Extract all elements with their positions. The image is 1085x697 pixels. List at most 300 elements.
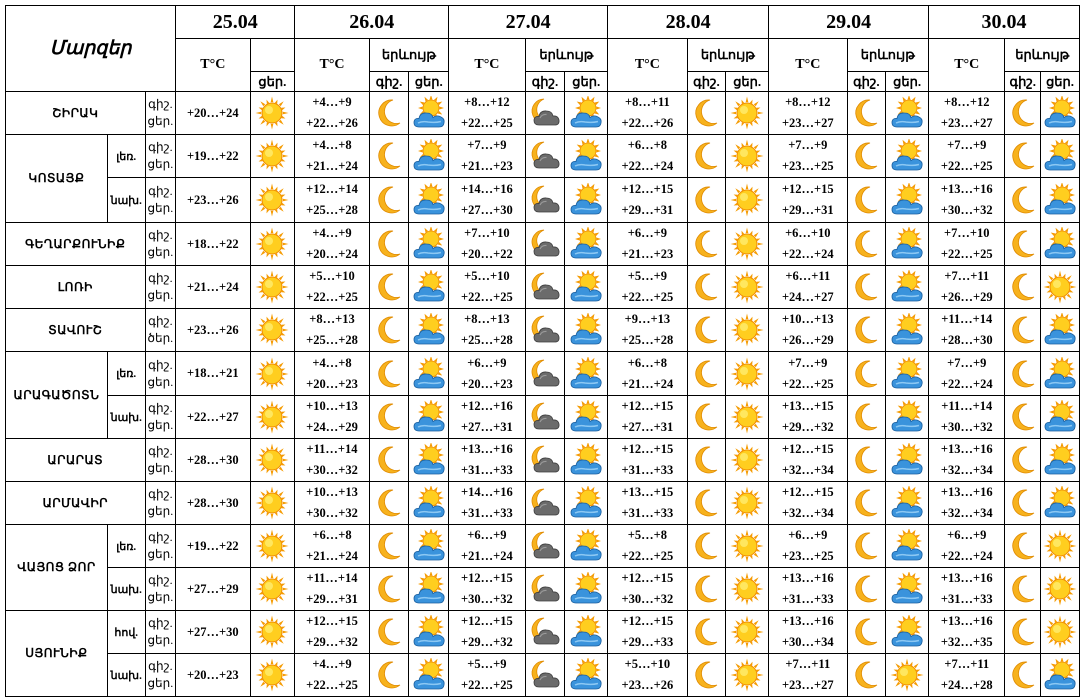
moon-icon [372, 313, 406, 347]
moon-icon [689, 443, 723, 477]
temp-night: +10…+13 [306, 399, 358, 413]
temp-night: +12…+15 [621, 614, 674, 628]
temp-range [295, 611, 369, 654]
night-weather [369, 266, 409, 309]
moon-icon [849, 227, 883, 261]
temp-night: +7…+9 [467, 138, 507, 152]
night-weather [1005, 482, 1041, 525]
day-weather [886, 525, 929, 568]
temp-range [449, 611, 525, 654]
night-header: գիշ. [369, 72, 409, 92]
moon-icon [1006, 313, 1040, 347]
temp-day: +20…+23 [461, 376, 513, 391]
table-row [6, 178, 1080, 223]
night-weather [847, 135, 886, 178]
night-weather [847, 611, 886, 654]
night-weather [369, 309, 409, 352]
zone-label: հով. [107, 611, 145, 654]
day-weather [409, 654, 449, 697]
night-weather [369, 396, 409, 439]
weather-cell [250, 178, 295, 223]
day-weather [409, 396, 449, 439]
table-row [6, 135, 1080, 178]
moon-icon [689, 615, 723, 649]
sun-icon [730, 139, 764, 173]
temp-day: +23…+27 [781, 116, 834, 130]
zone-label: լեռ. [107, 135, 145, 178]
temp-night: +11…+14 [306, 442, 358, 456]
temp-day: +27…+30 [176, 611, 250, 654]
moon-icon [372, 529, 406, 563]
night-header: գիշ. [1005, 72, 1041, 92]
day-weather [886, 178, 929, 223]
day-weather [726, 439, 769, 482]
day-abbr: ծեր. [147, 331, 174, 345]
night-weather [1005, 439, 1041, 482]
sun-icon [255, 270, 289, 304]
time-of-day [145, 525, 176, 568]
partly-cloudy-icon [412, 486, 446, 520]
region-name: ԼՈՌԻ [6, 266, 146, 309]
moon-icon [689, 139, 723, 173]
moon-cloud-icon [528, 400, 562, 434]
temp-day: +22…+25 [940, 159, 993, 173]
temp-day: +29…+33 [621, 635, 674, 649]
temp-range [929, 178, 1005, 223]
blank-header [250, 39, 295, 72]
temp-day: +19…+22 [176, 525, 250, 568]
partly-cloudy-icon [412, 529, 446, 563]
night-abbr: գիշ. [148, 97, 173, 111]
temp-day: +31…+33 [621, 506, 674, 520]
temp-range [769, 92, 847, 135]
night-weather [369, 525, 409, 568]
weather-cell [250, 611, 295, 654]
night-weather [525, 309, 565, 352]
moon-icon [372, 443, 406, 477]
night-weather [525, 266, 565, 309]
sun-icon [255, 400, 289, 434]
temp-range [769, 654, 847, 697]
night-weather [687, 568, 726, 611]
partly-cloudy-icon [569, 572, 603, 606]
sun-icon [1043, 529, 1077, 563]
night-weather [847, 352, 886, 396]
moon-icon [689, 96, 723, 130]
partly-cloudy-icon [569, 227, 603, 261]
temp-night: +7…+11 [944, 269, 990, 283]
region-name: ՇԻՐԱԿ [6, 92, 146, 135]
temp-night: +4…+8 [312, 138, 352, 152]
night-weather [1005, 135, 1041, 178]
night-weather [847, 178, 886, 223]
partly-cloudy-icon [890, 270, 924, 304]
temp-day: +30…+32 [940, 203, 993, 217]
zone-label: լեռ. [107, 525, 145, 568]
temp-day: +24…+29 [306, 420, 358, 434]
sun-icon [890, 658, 924, 692]
night-weather [687, 525, 726, 568]
temp-day: +31…+33 [461, 506, 513, 520]
moon-cloud-icon [528, 443, 562, 477]
moon-icon [1006, 443, 1040, 477]
temp-day: +29…+32 [781, 420, 834, 434]
phenomenon-header: երևույթ [687, 39, 769, 72]
temp-range [929, 92, 1005, 135]
moon-icon [689, 400, 723, 434]
moon-icon [849, 183, 883, 217]
day-weather [409, 568, 449, 611]
day-weather [726, 135, 769, 178]
weather-cell [250, 525, 295, 568]
temp-range [449, 309, 525, 352]
partly-cloudy-icon [890, 227, 924, 261]
temp-day: +23…+26 [176, 309, 250, 352]
night-weather [687, 439, 726, 482]
day-abbr: ցեր. [147, 201, 174, 215]
table-row [6, 396, 1080, 439]
night-weather [1005, 568, 1041, 611]
temp-day: +31…+33 [940, 592, 993, 606]
temp-day: +23…+27 [940, 116, 993, 130]
weather-cell [250, 482, 295, 525]
night-weather [847, 525, 886, 568]
day-weather [726, 611, 769, 654]
forecast-table [5, 5, 1080, 697]
sun-icon [255, 96, 289, 130]
partly-cloudy-icon [412, 572, 446, 606]
night-abbr: գիշ. [148, 140, 173, 154]
table-row [6, 92, 1080, 135]
temp-range [608, 352, 687, 396]
temp-night: +5…+10 [309, 269, 355, 283]
temp-range [929, 568, 1005, 611]
region-name: ՏԱՎՈՒՇ [6, 309, 146, 352]
temp-day: +27…+31 [461, 420, 513, 434]
temp-range [608, 92, 687, 135]
day-weather [1041, 568, 1080, 611]
zone-label: նախ. [107, 396, 145, 439]
temp-night: +10…+13 [781, 312, 834, 326]
temp-range [608, 439, 687, 482]
time-of-day [145, 611, 176, 654]
night-weather [687, 352, 726, 396]
temp-range [929, 266, 1005, 309]
table-row [6, 223, 1080, 266]
moon-icon [372, 96, 406, 130]
night-weather [1005, 352, 1041, 396]
night-weather [687, 92, 726, 135]
day-weather [886, 568, 929, 611]
day-weather [565, 309, 608, 352]
temp-range [295, 178, 369, 223]
night-weather [687, 223, 726, 266]
time-of-day [145, 654, 176, 697]
night-weather [369, 482, 409, 525]
temp-night: +12…+15 [621, 442, 674, 456]
partly-cloudy-icon [569, 443, 603, 477]
temp-day: +21…+24 [621, 376, 674, 391]
night-weather [1005, 525, 1041, 568]
night-abbr: գիշ. [148, 616, 173, 630]
partly-cloudy-icon [569, 529, 603, 563]
temp-range [608, 309, 687, 352]
moon-icon [1006, 357, 1040, 391]
partly-cloudy-icon [1043, 658, 1077, 692]
sun-icon [730, 313, 764, 347]
temp-range [449, 525, 525, 568]
temp-range [449, 135, 525, 178]
time-of-day [145, 439, 176, 482]
day-header: ցեր. [886, 72, 929, 92]
temp-range [449, 482, 525, 525]
temp-night: +12…+15 [461, 571, 513, 585]
temp-day: +22…+25 [461, 678, 513, 692]
temp-range [295, 525, 369, 568]
sun-icon [255, 529, 289, 563]
temp-night: +4…+9 [312, 226, 352, 240]
temp-range [449, 178, 525, 223]
partly-cloudy-icon [890, 313, 924, 347]
day-weather [886, 266, 929, 309]
temp-night: +7…+11 [944, 657, 990, 671]
sun-icon [255, 183, 289, 217]
temp-range [449, 654, 525, 697]
day-abbr: ցեր. [147, 633, 174, 647]
night-weather [525, 223, 565, 266]
temp-day: +21…+23 [461, 159, 513, 173]
temp-day: +22…+25 [940, 247, 993, 261]
partly-cloudy-icon [890, 486, 924, 520]
night-abbr: գիշ. [148, 487, 173, 501]
weather-cell [250, 396, 295, 439]
temp-day: +28…+30 [176, 439, 250, 482]
region-name: ԱՐԱԳԱԾՈՏՆ [6, 352, 108, 439]
time-of-day [145, 92, 176, 135]
temp-night: +14…+16 [461, 182, 513, 196]
night-weather [1005, 92, 1041, 135]
partly-cloudy-icon [569, 139, 603, 173]
temp-day: +23…+27 [781, 678, 834, 692]
temp-day: +22…+25 [621, 290, 674, 304]
table-row [6, 266, 1080, 309]
temp-day: +27…+30 [461, 203, 513, 217]
temp-day: +32…+35 [940, 635, 993, 649]
partly-cloudy-icon [1043, 139, 1077, 173]
temp-day: +23…+25 [781, 159, 834, 173]
moon-icon [372, 572, 406, 606]
night-weather [847, 92, 886, 135]
night-abbr: գիշ. [148, 444, 173, 458]
moon-cloud-icon [528, 139, 562, 173]
temp-day: +30…+32 [306, 506, 358, 520]
moon-icon [849, 139, 883, 173]
temp-night: +12…+15 [461, 614, 513, 628]
temp-range [769, 135, 847, 178]
time-of-day [145, 223, 176, 266]
night-weather [687, 654, 726, 697]
temp-range [295, 309, 369, 352]
temp-day: +22…+25 [781, 376, 834, 391]
temp-day: +26…+29 [940, 290, 993, 304]
day-weather [886, 135, 929, 178]
temp-night: +6…+8 [627, 138, 667, 152]
temp-day: +25…+28 [306, 333, 358, 347]
moon-icon [1006, 139, 1040, 173]
night-weather [525, 396, 565, 439]
sun-icon [730, 658, 764, 692]
sun-icon [255, 313, 289, 347]
temp-range [449, 352, 525, 396]
night-abbr: գիշ. [148, 314, 173, 328]
night-weather [525, 482, 565, 525]
temp-night: +13…+16 [940, 442, 993, 456]
moon-icon [689, 572, 723, 606]
moon-icon [689, 486, 723, 520]
temp-night: +13…+16 [781, 614, 834, 628]
moon-cloud-icon [528, 270, 562, 304]
day-weather [409, 178, 449, 223]
temp-night: +9…+13 [624, 312, 671, 326]
time-of-day [145, 482, 176, 525]
day-weather [886, 439, 929, 482]
moon-icon [689, 658, 723, 692]
day-weather [726, 568, 769, 611]
region-name: ԱՐՄԱՎԻՐ [6, 482, 146, 525]
temp-range [769, 439, 847, 482]
temp-range [929, 525, 1005, 568]
night-header: գիշ. [847, 72, 886, 92]
temp-day: +22…+24 [781, 247, 834, 261]
temp-range [449, 439, 525, 482]
partly-cloudy-icon [1043, 96, 1077, 130]
weather-cell [250, 223, 295, 266]
sun-icon [1043, 572, 1077, 606]
temp-range [295, 439, 369, 482]
temp-night: +5…+9 [467, 657, 507, 671]
temp-night: +6…+8 [627, 355, 667, 370]
zone-label: լեռ. [107, 352, 145, 396]
day-weather [409, 135, 449, 178]
temp-range [295, 396, 369, 439]
partly-cloudy-icon [1043, 183, 1077, 217]
temp-day: +24…+27 [781, 290, 834, 304]
regions-header: Մարզեր [6, 6, 176, 92]
temp-day: +22…+25 [621, 549, 674, 563]
weather-cell [250, 135, 295, 178]
moon-icon [849, 443, 883, 477]
time-of-day [145, 568, 176, 611]
day-weather [1041, 178, 1080, 223]
moon-cloud-icon [528, 96, 562, 130]
partly-cloudy-icon [412, 443, 446, 477]
temp-range [295, 135, 369, 178]
temp-night: +8…+13 [464, 312, 510, 326]
day-weather [1041, 266, 1080, 309]
partly-cloudy-icon [412, 96, 446, 130]
temp-night: +8…+11 [624, 95, 670, 109]
night-weather [1005, 611, 1041, 654]
temp-day: +30…+32 [940, 420, 993, 434]
temp-day: +25…+28 [461, 333, 513, 347]
partly-cloudy-icon [569, 486, 603, 520]
moon-cloud-icon [528, 486, 562, 520]
temp-day: +28…+30 [176, 482, 250, 525]
day-abbr: ցեր. [147, 374, 174, 389]
temp-day: +30…+34 [781, 635, 834, 649]
night-weather [1005, 266, 1041, 309]
moon-icon [849, 529, 883, 563]
night-weather [847, 568, 886, 611]
night-weather [525, 611, 565, 654]
temp-night: +6…+10 [785, 226, 831, 240]
phenomenon-header: երևույթ [1005, 39, 1080, 72]
partly-cloudy-icon [412, 139, 446, 173]
temp-range [608, 525, 687, 568]
moon-icon [372, 139, 406, 173]
night-abbr: գիշ. [148, 573, 173, 587]
temp-day: +21…+24 [176, 266, 250, 309]
temp-night: +11…+14 [941, 312, 993, 326]
temp-night: +8…+12 [464, 95, 510, 109]
temp-header: T°C [176, 39, 250, 92]
region-name: ԿՈՏԱՅՔ [6, 135, 108, 223]
temp-header: T°C [295, 39, 369, 92]
moon-cloud-icon [528, 357, 562, 391]
day-weather [726, 482, 769, 525]
day-weather [565, 178, 608, 223]
sun-icon [1043, 270, 1077, 304]
partly-cloudy-icon [412, 615, 446, 649]
day-weather [886, 611, 929, 654]
sun-icon [255, 615, 289, 649]
time-of-day [145, 178, 176, 223]
temp-day: +22…+27 [176, 396, 250, 439]
temp-night: +6…+9 [467, 355, 507, 370]
temp-range [769, 352, 847, 396]
night-weather [525, 135, 565, 178]
temp-day: +20…+24 [306, 247, 358, 261]
temp-day: +23…+26 [176, 178, 250, 223]
temp-range [929, 223, 1005, 266]
temp-day: +24…+28 [940, 678, 993, 692]
night-weather [369, 568, 409, 611]
temp-day: +22…+25 [461, 290, 513, 304]
temp-night: +10…+13 [306, 485, 358, 499]
temp-range [769, 266, 847, 309]
phenomenon-header: երևույթ [369, 39, 448, 72]
moon-icon [849, 270, 883, 304]
date-header: 30.04 [929, 6, 1080, 39]
temp-range [295, 223, 369, 266]
moon-icon [1006, 270, 1040, 304]
temp-day: +30…+32 [461, 592, 513, 606]
temp-range [769, 223, 847, 266]
table-row [6, 352, 1080, 396]
partly-cloudy-icon [1043, 313, 1077, 347]
temp-range [295, 92, 369, 135]
day-weather [1041, 309, 1080, 352]
moon-cloud-icon [528, 615, 562, 649]
moon-icon [689, 227, 723, 261]
temp-night: +4…+9 [312, 657, 352, 671]
sun-icon [730, 227, 764, 261]
temp-night: +13…+16 [940, 182, 993, 196]
day-weather [726, 396, 769, 439]
night-weather [687, 309, 726, 352]
moon-cloud-icon [528, 572, 562, 606]
temp-day: +20…+23 [306, 376, 358, 391]
